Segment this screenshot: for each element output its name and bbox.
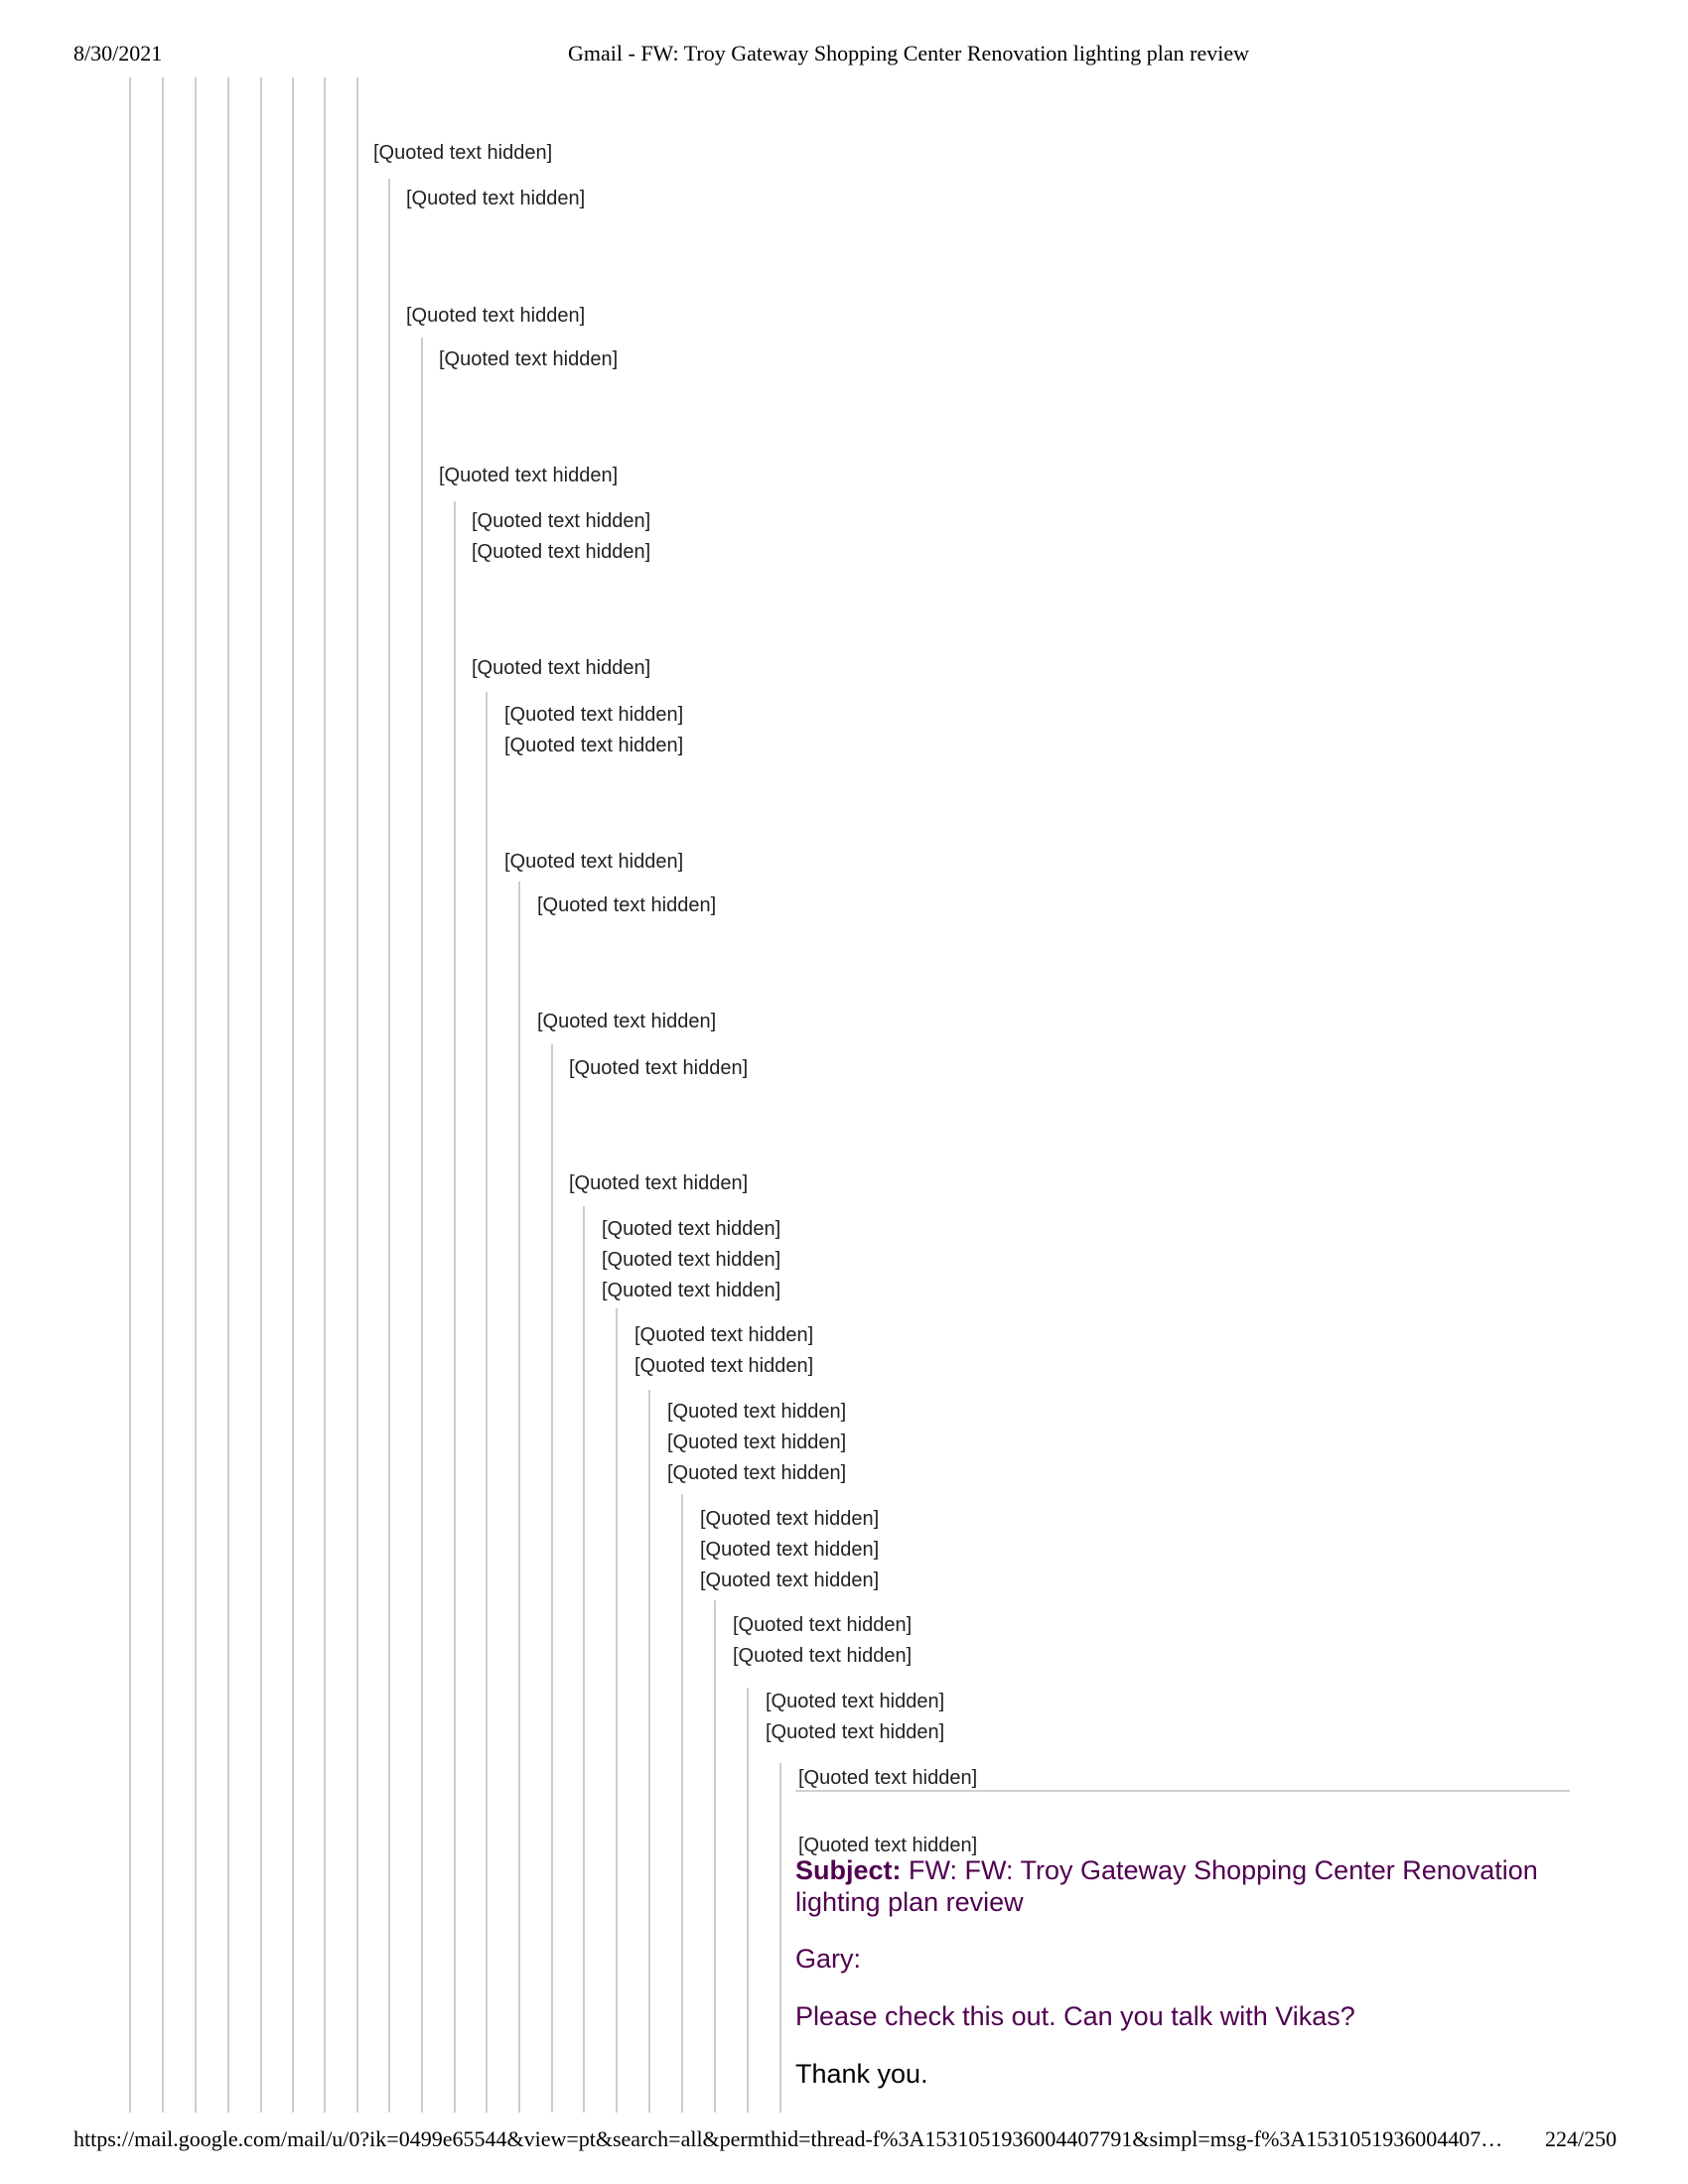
quoted-text-hidden[interactable]: [Quoted text hidden]: [504, 704, 684, 726]
quote-bar: [486, 692, 488, 2113]
quoted-text-hidden[interactable]: [Quoted text hidden]: [634, 1355, 814, 1377]
quoted-text-hidden[interactable]: [Quoted text hidden]: [766, 1721, 945, 1743]
print-url: https://mail.google.com/mail/u/0?ik=0499e65544&view=pt&search=all&permthid=thread-f%3A1531051936004407791&simpl=msg-f%3A1531051936004407…: [73, 2126, 1503, 2151]
quoted-text-hidden[interactable]: [Quoted text hidden]: [472, 541, 651, 563]
quoted-text-hidden[interactable]: [Quoted text hidden]: [537, 1011, 717, 1032]
quoted-text-hidden[interactable]: [Quoted text hidden]: [537, 894, 717, 916]
quoted-text-hidden[interactable]: [Quoted text hidden]: [569, 1057, 749, 1079]
quoted-text-hidden[interactable]: [Quoted text hidden]: [472, 510, 651, 532]
page-number: 224/250: [1545, 2126, 1618, 2151]
subject-label: Subject:: [795, 1855, 902, 1885]
quoted-text-hidden[interactable]: [Quoted text hidden]: [700, 1570, 880, 1591]
quote-bar: [324, 77, 326, 2113]
quoted-text-hidden[interactable]: [Quoted text hidden]: [439, 348, 619, 370]
quote-bar: [129, 77, 131, 2113]
quote-bar: [388, 179, 390, 2113]
quoted-text-hidden[interactable]: [Quoted text hidden]: [667, 1401, 847, 1423]
print-footer: [0, 2124, 1688, 2164]
message-divider: [795, 1790, 1570, 1792]
message-closing: Thank you.: [795, 2059, 928, 2089]
quote-bar: [356, 77, 358, 2113]
message-subject: [795, 1854, 1570, 1918]
quoted-text-hidden[interactable]: [Quoted text hidden]: [634, 1324, 814, 1346]
quote-bar: [714, 1600, 716, 2113]
quoted-text-hidden[interactable]: [Quoted text hidden]: [439, 465, 619, 486]
quote-bar: [227, 77, 229, 2113]
quote-bar: [779, 1763, 781, 2113]
quote-bar: [681, 1494, 683, 2113]
quoted-text-hidden[interactable]: [Quoted text hidden]: [504, 851, 684, 873]
quote-bar: [260, 77, 262, 2113]
quoted-text-hidden[interactable]: [Quoted text hidden]: [733, 1645, 913, 1667]
quote-bar: [421, 338, 423, 2113]
quote-bar: [518, 882, 520, 2113]
quoted-text-hidden[interactable]: [Quoted text hidden]: [667, 1432, 847, 1453]
quoted-text-hidden[interactable]: [Quoted text hidden]: [733, 1614, 913, 1636]
quote-bar: [747, 1688, 749, 2113]
quoted-text-hidden[interactable]: [Quoted text hidden]: [406, 188, 586, 209]
quoted-text-hidden[interactable]: [Quoted text hidden]: [766, 1691, 945, 1712]
quote-bar: [616, 1308, 618, 2113]
message-body: Please check this out. Can you talk with Vikas?: [795, 2001, 1355, 2031]
quote-bar: [454, 501, 456, 2113]
quoted-text-hidden[interactable]: [Quoted text hidden]: [700, 1539, 880, 1561]
quote-bar: [292, 77, 294, 2113]
quoted-text-hidden[interactable]: [Quoted text hidden]: [798, 1767, 978, 1789]
quote-bar: [583, 1206, 585, 2113]
print-date: 8/30/2021: [73, 41, 163, 66]
quoted-text-hidden[interactable]: [Quoted text hidden]: [406, 305, 586, 327]
quoted-text-hidden[interactable]: [Quoted text hidden]: [373, 142, 553, 164]
quoted-text-hidden[interactable]: [Quoted text hidden]: [504, 735, 684, 756]
print-header: [0, 0, 1688, 99]
subject-text: FW: FW: Troy Gateway Shopping Center Renovation lighting plan review: [795, 1855, 1538, 1917]
print-title: Gmail - FW: Troy Gateway Shopping Center Renovation lighting plan review: [568, 41, 1249, 66]
quote-bar: [195, 77, 197, 2113]
quoted-text-hidden[interactable]: [Quoted text hidden]: [472, 657, 651, 679]
quote-bar: [162, 77, 164, 2113]
quoted-text-hidden[interactable]: [Quoted text hidden]: [569, 1172, 749, 1194]
quoted-text-hidden[interactable]: [Quoted text hidden]: [602, 1280, 781, 1301]
quoted-text-hidden[interactable]: [Quoted text hidden]: [602, 1249, 781, 1271]
message-greeting: Gary:: [795, 1944, 862, 1974]
quoted-text-hidden[interactable]: [Quoted text hidden]: [667, 1462, 847, 1484]
quoted-text-hidden[interactable]: [Quoted text hidden]: [602, 1218, 781, 1240]
quoted-text-hidden[interactable]: [Quoted text hidden]: [798, 1835, 978, 1856]
quoted-text-hidden[interactable]: [Quoted text hidden]: [700, 1508, 880, 1530]
quote-bar: [648, 1390, 650, 2113]
quote-bar: [551, 1044, 553, 2113]
